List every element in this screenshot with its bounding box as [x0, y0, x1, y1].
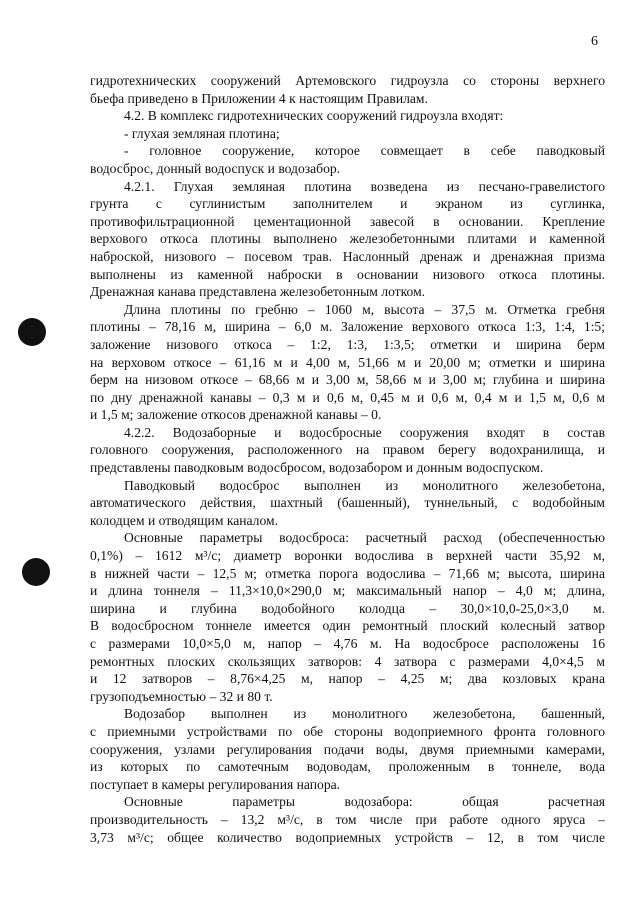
text-line: сооружения, узлами регулирования подачи воды, двумя приемными камерами, [90, 741, 605, 757]
text-line: с размерами 10,0×5,0 м, напор – 4,76 м. На водосбросе расположены 16 [90, 636, 605, 651]
text-line: и 12 затворов – 8,76×4,25 м, напор – 4,25 м; два козловых крана [90, 671, 605, 687]
text-line: 0,1%) – 1612 м³/с; диаметр воронки водослива в верхней части 35,92 м, [90, 548, 605, 564]
text-line: плотины – 78,16 м, ширина – 6,0 м. Заложение верхового откоса 1:3, 1:4, 1:5; [90, 319, 605, 335]
text-line: водосброс, донный водоспуск и водозабор. [90, 160, 341, 176]
text-line: В водосбросном тоннеле имеется один ремонтный плоский колесный затвор [90, 618, 605, 634]
text-line: - головное сооружение, которое совмещает в себе паводковый [124, 143, 605, 159]
text-line: Водозабор выполнен из монолитного железобетона, башенный, [124, 706, 605, 722]
text-line: с приемными устройствами по обе стороны водоприемного фронта головного [90, 723, 605, 739]
text-line: Длина плотины по гребню – 1060 м, высота – 37,5 м. Отметка гребня [124, 301, 605, 317]
text-line: Основные параметры водосброса: расчетный расход (обеспеченностью [124, 530, 605, 546]
text-line: производительность – 13,2 м³/с, в том числе при работе одного яруса – [90, 811, 605, 827]
text-line: и длина тоннеля – 11,3×10,0×290,0 м; максимальный напор – 4,0 м; длина, [90, 583, 605, 599]
text-line: Основные параметры водозабора: общая расчетная [124, 794, 605, 810]
text-line: противофильтрационной цементационной завесой в основании. Крепление [90, 213, 605, 229]
text-line: представлены паводковым водосбросом, водозабором и донным водоспуском. [90, 460, 544, 476]
text-line: наброской, низового – посевом трав. Наслонный дренаж и дренажная призма [90, 248, 605, 264]
body-text [90, 72, 605, 846]
punch-hole-top [18, 318, 46, 346]
text-line: гидротехнических сооружений Артемовского гидроузла со стороны верхнего [90, 73, 605, 88]
text-line: колодцем и отводящим каналом. [90, 512, 279, 528]
text-line: Паводковый водосброс выполнен из монолитного железобетона, [124, 477, 605, 493]
text-line: Дренажная канава представлена железобетонным лотком. [90, 284, 426, 300]
text-line: автоматического действия, шахтный (башенный), туннельный, с водобойным [90, 495, 605, 511]
text-line: в нижней части – 12,5 м; отметка порога водослива – 71,66 м; высота, ширина [90, 565, 605, 581]
text-line: 4.2.1. Глухая земляная плотина возведена из песчано-гравелистого [124, 178, 605, 194]
text-line: ремонтных плоских скользящих затворов: 4 затвора с размерами 4,0×4,5 м [90, 653, 605, 669]
text-line: по дну дренажной канавы – 0,3 м и 0,6 м, 0,45 м и 0,6 м, 0,4 м и 1,5 м, 0,6 м [90, 389, 605, 405]
text-line: на верховом откосе – 61,16 м и 4,00 м, 51,66 м и 20,00 м; отметки и ширина [90, 354, 605, 370]
text-line: верхового откоса плотины выполнено железобетонными плитами и каменной [90, 231, 605, 247]
text-line: грузоподъемностью – 32 и 80 т. [90, 688, 273, 704]
text-line: из которых по самотечным водоводам, проложенным в тоннеле, вода [90, 759, 605, 775]
text-line: головного сооружения, расположенного на правом берегу водохранилища, и [90, 442, 605, 458]
punch-hole-bottom [22, 558, 50, 586]
text-line: 4.2. В комплекс гидротехнических сооружений гидроузла входят: [124, 108, 504, 124]
text-line: 4.2.2. Водозаборные и водосбросные сооружения входят в состав [124, 424, 605, 440]
text-line: выполнены из каменной наброски в основании низового откоса плотины. [90, 266, 605, 282]
text-line: и 1,5 м; заложение откосов дренажной канавы – 0. [90, 407, 382, 423]
text-line: 3,73 м³/с; общее количество водоприемных устройств – 12, в том числе [90, 829, 605, 845]
text-line: грунта с суглинистым заполнителем и экраном из суглинка, [90, 196, 605, 212]
text-line: поступает в камеры регулирования напора. [90, 776, 341, 792]
text-line: заложение низового откоса – 1:2, 1:3, 1:3,5; отметки и ширина берм [90, 336, 605, 352]
page-number: 6 [591, 34, 598, 49]
text-line: берм на низовом откосе – 68,66 м и 3,00 м, 58,66 м и 3,00 м; глубина и ширина [90, 372, 605, 388]
text-line: ширина и глубина водобойного колодца – 30,0×10,0-25,0×3,0 м. [90, 600, 605, 616]
text-line: бьефа приведено в Приложении 4 к настоящим Правилам. [90, 90, 428, 106]
text-line: - глухая земляная плотина; [124, 125, 280, 141]
